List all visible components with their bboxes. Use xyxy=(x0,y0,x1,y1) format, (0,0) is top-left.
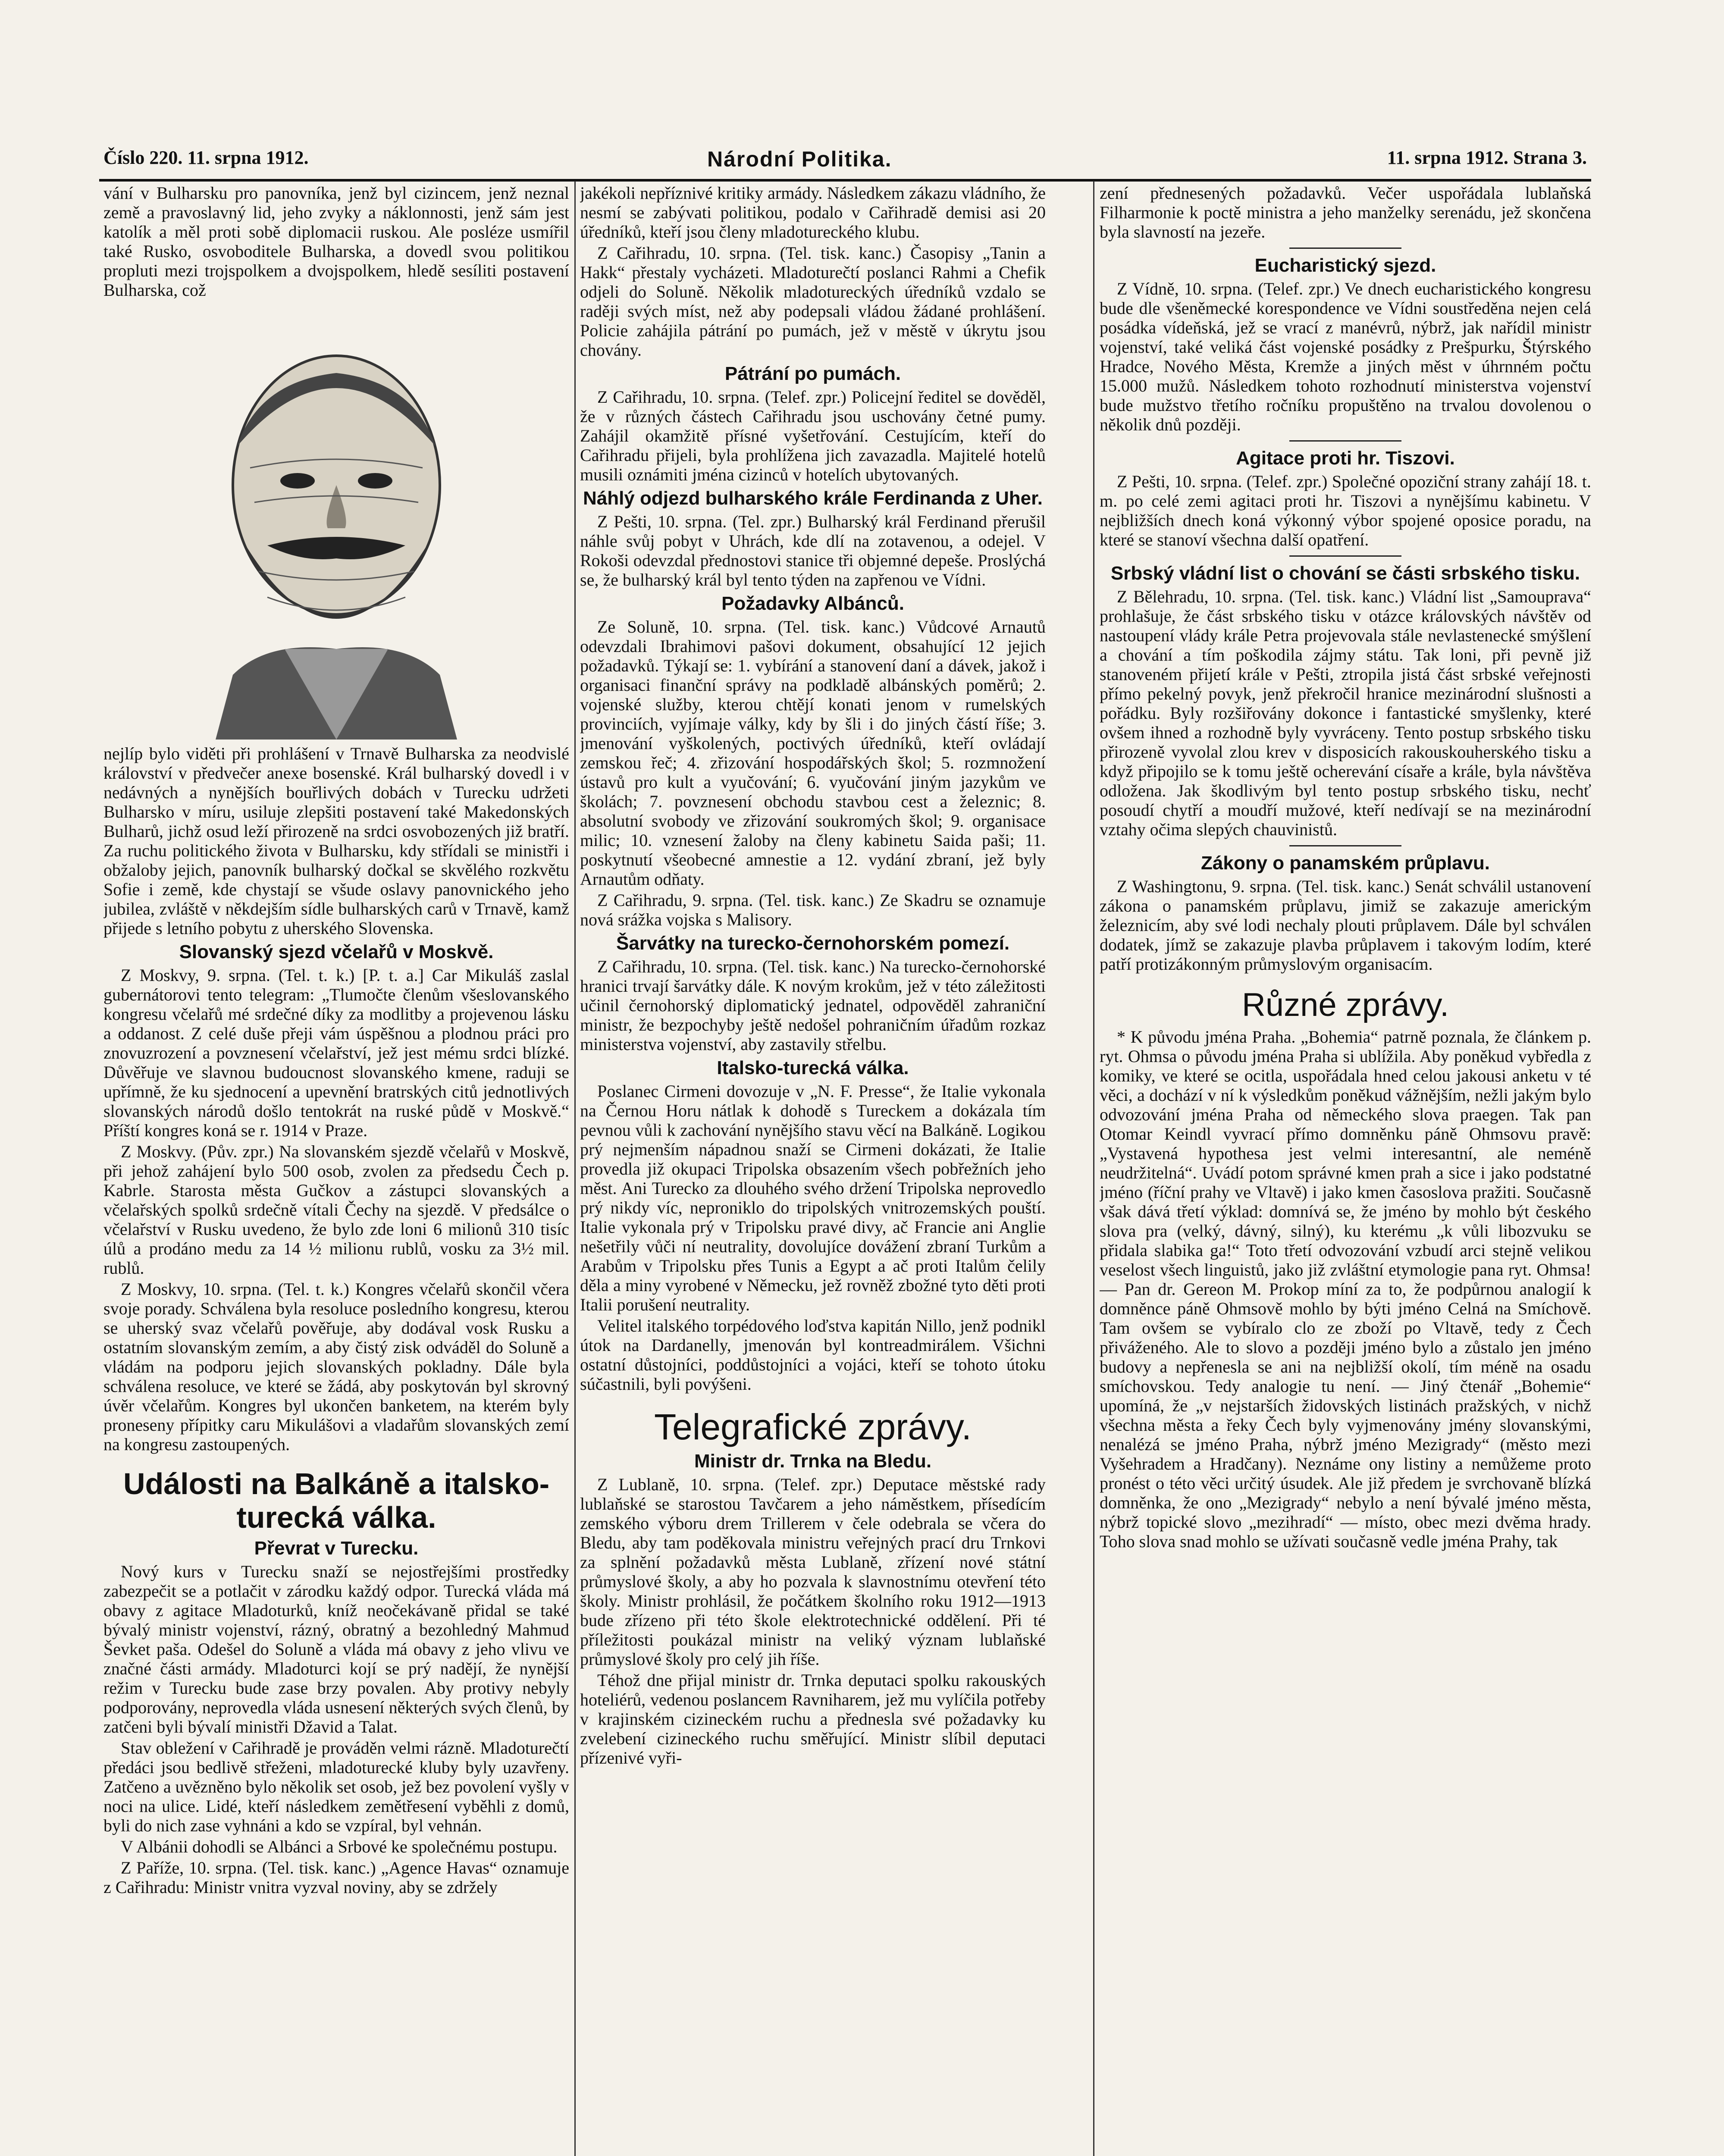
issue-number: Číslo 220. 11. srpna 1912. xyxy=(103,147,309,168)
article-text: Z Lublaně, 10. srpna. (Telef. zpr.) Deputace městské rady lublaňské se starostou Tavčarem a jeho náměstkem, přísedícím zemského výboru drem Trillerem v čele odebrala se včera do Bledu, aby tam poděkovala ministru veřejných prací dru Trnkovi za splnění požadavků města Lublaně, zřízení nové státní průmyslové školy, a aby ho pozvala k slavnostnímu otevření této školy. Ministr prohlásil, že počátkem školního roku 1912—1913 bude zřízeno při této škole elektrotechnické oddělení. Při té příležitosti poukázal ministr na veliký význam lublaňské průmyslové školy pro celý jih říše. xyxy=(580,1475,1046,1669)
article-text: Z Pešti, 10. srpna. (Tel. zpr.) Bulharský král Ferdinand přerušil náhle svůj pobyt v Uhrách, kde dlí na zotavenou, a odejel. V Rokoši odevzdal přednostovi stanice tři objemné depeše. Proslýchá se, že bulharský král byl tento týden na zapřenou ve Vídni. xyxy=(580,512,1046,589)
article-text: Z Bělehradu, 10. srpna. (Tel. tisk. kanc.) Vládní list „Samouprava“ prohlašuje, že část srbského tisku v otázce královských návštěv od nastoupení vlády krále Petra projevovala stále nevlastenecké smýšlení a chování a tím poškodila zájmy státu. Tak loni, při pevně již stanoveném přijetí krále v Pešti, ztropila jistá část srbské veřejnosti přímo pekelný povyk, jenž překročil hranice mezinárodní slušnosti a pořádku. Byly rozšiřovány dokonce i fantastické smyšlenky, které ovšem ihned a rozhodně byly vyvráceny. Tento postup srbského tisku přirozeně vyvolal zlou krev v disposicích rakouskouherského tisku a když připojilo se k tomu ještě ocherevání císaře a krále, byla návštěva odložena. Jak škodlivým byl tento postup srbského tisku, nechť posoudí chytří a moudří mužové, kteří nedívají se na mezinárodní vztahy očima slepých chauvinistů. xyxy=(1100,587,1591,839)
article-text: zení přednesených požadavků. Večer uspořádala lublaňská Filharmonie k poctě ministra a jeho manželky serenádu, jež skončena byla slavností na jezeře. xyxy=(1100,183,1591,241)
article-text: Téhož dne přijal ministr dr. Trnka deputaci spolku rakouských hoteliérů, vedenou poslancem Ravniharem, jež mu vylíčila potřeby v krajinském cizineckém ruchu a přednesla své požadavky ku zvelebení cizineckého ruchu směřující. Ministr slíbil deputaci přízenivé vyři- xyxy=(580,1670,1046,1767)
article-heading: Eucharistický sjezd. xyxy=(1254,255,1436,276)
article-text: Z Cařihradu, 10. srpna. (Tel. tisk. kanc.) Na turecko-černohorské hranici trvají šarvátky dále. K novým krokům, jež v této záležitosti učinil černohorský diplomatický jednatel, odpověděl zahraniční ministr, že bezpochyby ještě nedošel pohraničním úřadům rozkaz ministerstva vojenství, aby zastavily střelbu. xyxy=(580,957,1046,1054)
article-heading: Převrat v Turecku. xyxy=(254,1538,419,1559)
article-heading: Zákony o panamském průplavu. xyxy=(1201,852,1490,874)
article-heading: Ministr dr. Trnka na Bledu. xyxy=(694,1451,932,1472)
article-text: Z Pešti, 10. srpna. (Telef. zpr.) Společné opoziční strany zahájí 18. t. m. po celé zemi agitaci proti hr. Tiszovi a nynějšímu kabinetu. V nejbližších dnech koná výkonný výbor spojené oposice poradu, na které se stanoví všechna další opatření. xyxy=(1100,472,1591,549)
date-and-page: 11. srpna 1912. Strana 3. xyxy=(1387,147,1587,168)
masthead-title: Národní Politika. xyxy=(707,147,892,171)
article-text: Z Moskvy, 9. srpna. (Tel. t. k.) [P. t. a.] Car Mikuláš zaslal gubernátorovi tento telegram: „Tlumočte členům všeslovanského kongresu včelařů mé srdečné díky za modlitby a projevenou lásku a oddanost. Z celé duše přeji vám úspěšnou a plodnou práci pro znovuzrození a povznesení včelařství, jež jest mému srdci blízké. Důvěřuje ve slavnou budoucnost slovanského kmene, raduji se upřímně, že ku sjednocení a upevnění bratrských citů jednotlivých slovanských národů došlo tentokrát na ruské půdě v Moskvě.“ Příští kongres koná se r. 1914 v Praze. xyxy=(103,965,569,1140)
article-text: * K původu jména Praha. „Bohemia“ patrně poznala, že článkem p. ryt. Ohmsa o původu jména Praha si ublížila. Aby poněkud vybředla z komiky, ve které se ocitla, uspořádala hned celou jakousi anketu v té věci, a dochází v ní k výsledkům poněkud vážnějším, nežli jakým bylo odvozování jména Praha od německého slova praegen. Tak pan Otomar Keindl vyvrací přímo domněnku páně Ohmsovu pravě: „Vystavená hypothesa jest velmi interesantní, ale neméně neudržitelná“. Uvádí potom správné kmen prah a sice i jako podstatné jméno (říční prahy ve Vltavě) i jako kmen časoslova pražiti. Současně však dává třetí výklad: domnívá se, že jméno by mohlo být českého slova pra (velký, dávný, silný), ku kterému „k vůli libozvuku se přidala slabika ga!“ Toto třetí odvozování vzbudí arci stejně velikou veselost všech linguistů, jako již zvláštní etymologie pana ryt. Ohmsa! — Pan dr. Gereon M. Prokop míní za to, že podpůrnou analogií k domněnce páně Ohmsově mohlo by býti jméno Celná na Smíchově. Tam ovšem se vybíralo clo ze zboží po Vltavě, tedy z Čech přiváženého. Ale to slovo a později jméno bylo a zůstalo jen jméno budovy a nepřenesla se ani na nejbližší okolí, tím méně na osadu smíchovskou. Tedy analogie tu není. — Jiný čtenář „Bohemie“ upomíná, že „v nejstarších židovských listinách pražských, v nichž všechna města a řeky Čech byly vyjmenovány jmény slovanskými, nenalézá se jméno Praha, nýbrž jméno Mezigrady“ (město mezi Vyšehradem a Hradčany). Neznáme ony listiny a nemůžeme proto pronést o této věci určitý úsudek. Ale již předem je svrchovaně blízká domněnka, že ono „Mezigrady“ nebylo a není bývalé jméno města, nýbrž topické slovo „mezihradí“ — místo, obec mezi dvěma hrady. Toho slova snad mohlo se užívati současně vedle jména Prahy, tak xyxy=(1100,1027,1591,1551)
article-text: V Albánii dohodli se Albánci a Srbové ke společnému postupu. xyxy=(121,1837,558,1856)
article-text: nejlíp bylo viděti při prohlášení v Trnavě Bulharska za neodvislé království v předvečer anexe bosenské. Král bulharský dovedl i v nedávných a nynějších bouřlivých dobách v Turecku udržeti Bulharsko v míru, usiluje zlepšiti postavení také Makedonských Bulharů, jichž osud leží přirozeně na srdci osvobozených již bratří. Za ruchu politického života v Bulharsku, kdy střídali se ministři i obžaloby jejich, panovník bulharský dočkal se skvělého rozkvětu Sofie i země, kde chystají se všude oslavy panovnického jeho jubilea, zvláště v někdejším sídle bulharských carů v Trnavě, kamž přijede s letního pobytu z uherského Slovenska. xyxy=(103,744,569,938)
article-text: Z Cařihradu, 10. srpna. (Tel. tisk. kanc.) Časopisy „Tanin a Hakk“ přestaly vycházeti. Mladoturečtí poslanci Rahmi a Chefik odjeli do Soluně. Několik mladotureckých úředníků vzdalo se raději svých míst, než aby podepsali vládou žádané prohlášení. Policie zahájila pátrání po pumách, jež v městě v úkrytu jsou chovány. xyxy=(580,243,1046,360)
portrait-illustration xyxy=(103,304,569,740)
article-text: Z Vídně, 10. srpna. (Telef. zpr.) Ve dnech eucharistického kongresu bude dle všeněmecké korespondence ve Vídni soustředěna nejen celá posádka vídeňská, jež se vrací z manévrů, nýbrž, jak nařídil ministr vojenství, také veliká část vojenské posádky z Prešpurku, Štýrského Hradce, Nového Města, Kremže a jiných měst v úhrnném počtu 15.000 mužů. Následkem tohoto rozhodnutí ministerstva vojenství bude mužstvo třetího ročníku propuštěno na trvalou dovolenou o několik dnů později. xyxy=(1100,279,1591,434)
article-text: Stav obležení v Cařihradě je prováděn velmi rázně. Mladoturečtí předáci jsou bedlivě střeženi, mladoturecké kluby byly uzavřeny. Zatčeno a uvězněno bylo několik set osob, jež bez povolení vyšly v noci na ulice. Lidé, kteří následkem zemětřesení vyběhli z domů, byli do nich zase vyhnáni a kdo se vzpíral, byl vehnán. xyxy=(103,1738,569,1835)
article-text: Ze Soluně, 10. srpna. (Tel. tisk. kanc.) Vůdcové Arnautů odevzdali Ibrahimovi pašovi dokument, obsahující 12 jejich požadavků. Týkají se: 1. vybírání a stanovení daní a dávek, jakož i organisaci finanční správy na podkladě albánských poměrů; 2. vojenské služby, kterou chtějí konati jenom v rumelských provinciích, vyjímaje války, kdy by šli i do jiných částí říše; 3. jmenování vyškolených, poctivých úředníků, kteří ovládají zemskou řeč; 4. zřizování hospodářských škol; 5. rozmnožení ústavů pro kult a vyučování; 6. vyučování jiným jazykům ve školách; 7. povznesení obchodu stavbou cest a železnic; 8. absolutní svobody ve zřizování soukromých škol; 9. organisace milic; 10. vznesení žaloby na členy kabinetu Saida paši; 11. poskytnutí všeobecné amnestie a 12. vydání zbraní, jež byly Arnautům odňaty. xyxy=(580,617,1046,889)
article-heading: Náhlý odjezd bulharského krále Ferdinanda z Uher. xyxy=(583,488,1043,509)
article-text: Z Cařihradu, 9. srpna. (Tel. tisk. kanc.) Ze Skadru se oznamuje nová srážka vojska s Malisory. xyxy=(580,890,1046,929)
article-text: Z Moskvy. (Pův. zpr.) Na slovanském sjezdě včelařů v Moskvě, při jehož zahájení bylo 500 osob, zvolen za předsedu Čech p. Kabrle. Starosta města Gučkov a zástupci slovanských a včelařských spolků srdečně vítali Čechy na sjezdě. V předsálce o včelařství v Rusku uvedeno, že bylo zde loni 6 milionů 310 tisíc úlů a prodáno medu za 14 ½ milionu rublů, vosku za 3½ mil. rublů. xyxy=(103,1142,569,1278)
article-text: Velitel italského torpédového loďstva kapitán Nillo, jenž podnikl útok na Dardanelly, jmenován byl kontreadmirálem. Všichni ostatní důstojníci, poddůstojníci a vojáci, kteří se tohoto útoku súčastnili, byli povýšeni. xyxy=(580,1316,1046,1394)
column-divider-1 xyxy=(574,181,576,2156)
article-text: Z Washingtonu, 9. srpna. (Tel. tisk. kanc.) Senát schválil ustanovení zákona o panamském průplavu, jimiž se zakazuje americkým železnicím, aby své lodi nechaly plouti průplavem. Dále byl schválen dodatek, jímž se zakazuje plavba průplavem i takovým lodím, které patří protizákonným průmyslovým organisacím. xyxy=(1100,877,1591,974)
article-text: vání v Bulharsku pro panovníka, jenž byl cizincem, jenž neznal země a pravoslavný lid, jeho zvyky a náklonnosti, jenž sám jest katolík a měl proti sobě diplomacii ruskou. Ale posléze usmířil také Rusko, osvoboditele Bulharska, a dovedl svou politikou propluti mezi trojspolkem a dvojspolkem, hledě sesíliti postavení Bulharska, což xyxy=(103,183,569,300)
divider xyxy=(1289,845,1401,846)
article-heading: Srbský vládní list o chování se části srbského tisku. xyxy=(1110,563,1580,584)
article-text: Nový kurs v Turecku snaží se nejostřejšími prostředky zabezpečit se a potlačit v zárodku každý odpor. Turecká vláda má obavy z agitace Mladoturků, kníž neočekávaně přidal se také bývalý ministr vojenství, rázný, obratný a bezohledný Mahmud Ševket paša. Odešel do Soluně a vláda má obavy z jeho vlivu ve značné části armády. Mladoturci kojí se prý nadějí, že nynější režim v Turecku bude zase brzy povalen. Aby protivy nebyly podporovány, neprovedla vláda usnesení některých svých členů, by zatčeni byli bývalí ministři Džavid a Talat. xyxy=(103,1562,569,1736)
section-heading: Telegrafické zprávy. xyxy=(654,1407,972,1447)
divider xyxy=(1289,248,1401,249)
header-rule xyxy=(99,179,1591,182)
column-2 xyxy=(580,183,1046,2156)
article-text: Z Cařihradu, 10. srpna. (Telef. zpr.) Policejní ředitel se dověděl, že v různých částech Cařihradu jsou uschovány četné pumy. Zahájil okamžitě přísné vyšetřování. Cestujícím, kteří do Cařihradu přijeli, byla prohlížena jich zavazadla. Majitelé hotelů musili oznámiti jména cizinců v hotelích ubytovaných. xyxy=(580,387,1046,484)
column-1 xyxy=(103,183,569,2156)
article-heading: Požadavky Albánců. xyxy=(721,593,904,614)
article-text: jakékoli nepříznivé kritiky armády. Následkem zákazu vládního, že nesmí se zabývati politikou, podalo v Cařihradě demisi asi 20 úředníků, kteří jsou členy mladotureckého klubu. xyxy=(580,183,1046,241)
masthead-bar xyxy=(103,147,1587,177)
article-heading: Agitace proti hr. Tiszovi. xyxy=(1236,448,1455,469)
section-heading: Různé zprávy. xyxy=(1241,987,1449,1023)
section-heading: Události na Balkáně a italsko-turecká válka. xyxy=(123,1467,550,1534)
article-heading: Slovanský sjezd včelařů v Moskvě. xyxy=(179,941,494,962)
article-text: Z Paříže, 10. srpna. (Tel. tisk. kanc.) „Agence Havas“ oznamuje z Cařihradu: Ministr vnitra vyzval noviny, aby se zdržely xyxy=(103,1858,569,1897)
article-heading: Pátrání po pumách. xyxy=(724,363,901,384)
divider xyxy=(1289,440,1401,442)
article-heading: Šarvátky na turecko-černohorském pomezí. xyxy=(616,933,1010,954)
article-text: Z Moskvy, 10. srpna. (Tel. t. k.) Kongres včelařů skončil včera svoje porady. Schválena byla resoluce posledního kongresu, kterou se uherský svaz včelařů pověřuje, aby dodával vosk Rusku a ostatním slovanským zemím, a aby čistý zisk odváděl do Soluně a vládám na podporu jejich slovanských pokladny. Dále byla schválena resoluce, ve které se žádá, aby poskytován byl skrovný úvěr včelařům. Kongres byl ukončen banketem, na kterém byly proneseny přípitky caru Mikulášovi a vladařům slovanských zemí na kongresu zastoupených. xyxy=(103,1279,569,1454)
column-divider-2 xyxy=(1093,181,1094,2156)
divider xyxy=(1289,555,1401,557)
column-3 xyxy=(1100,183,1591,2156)
article-text: Poslanec Cirmeni dovozuje v „N. F. Presse“, že Italie vykonala na Černou Horu nátlak k dohodě s Tureckem a dokázala tím pevnou vůli k zachování nynějšího stavu věcí na Balkáně. Logikou prý nejmenším nápadnou snaží se Cirmeni dokázati, že Italie provedla již okupaci Tripolska obsazením všech pobřežních jeho měst. Ani Turecko za dlouhého svého držení Tripolska neprovedlo prý nikdy víc, neproniklo do tripolských vnitrozemských pouští. Italie vykonala prý v Tripolsku pravé divy, ač Francie ani Anglie nešetřily vůči ní neutrality, dovolujíce dovážení zbraní Turkům a Arabům v Tripolsku přes Tunis a Egypt a ač proti Italům čelily děla a miny vyrobené v Německu, jež rovněž zbožné tyto děti proti Italii porušení neutrality. xyxy=(580,1081,1046,1314)
article-heading: Italsko-turecká válka. xyxy=(717,1057,909,1078)
portrait-of-king-ferdinand xyxy=(103,304,569,740)
